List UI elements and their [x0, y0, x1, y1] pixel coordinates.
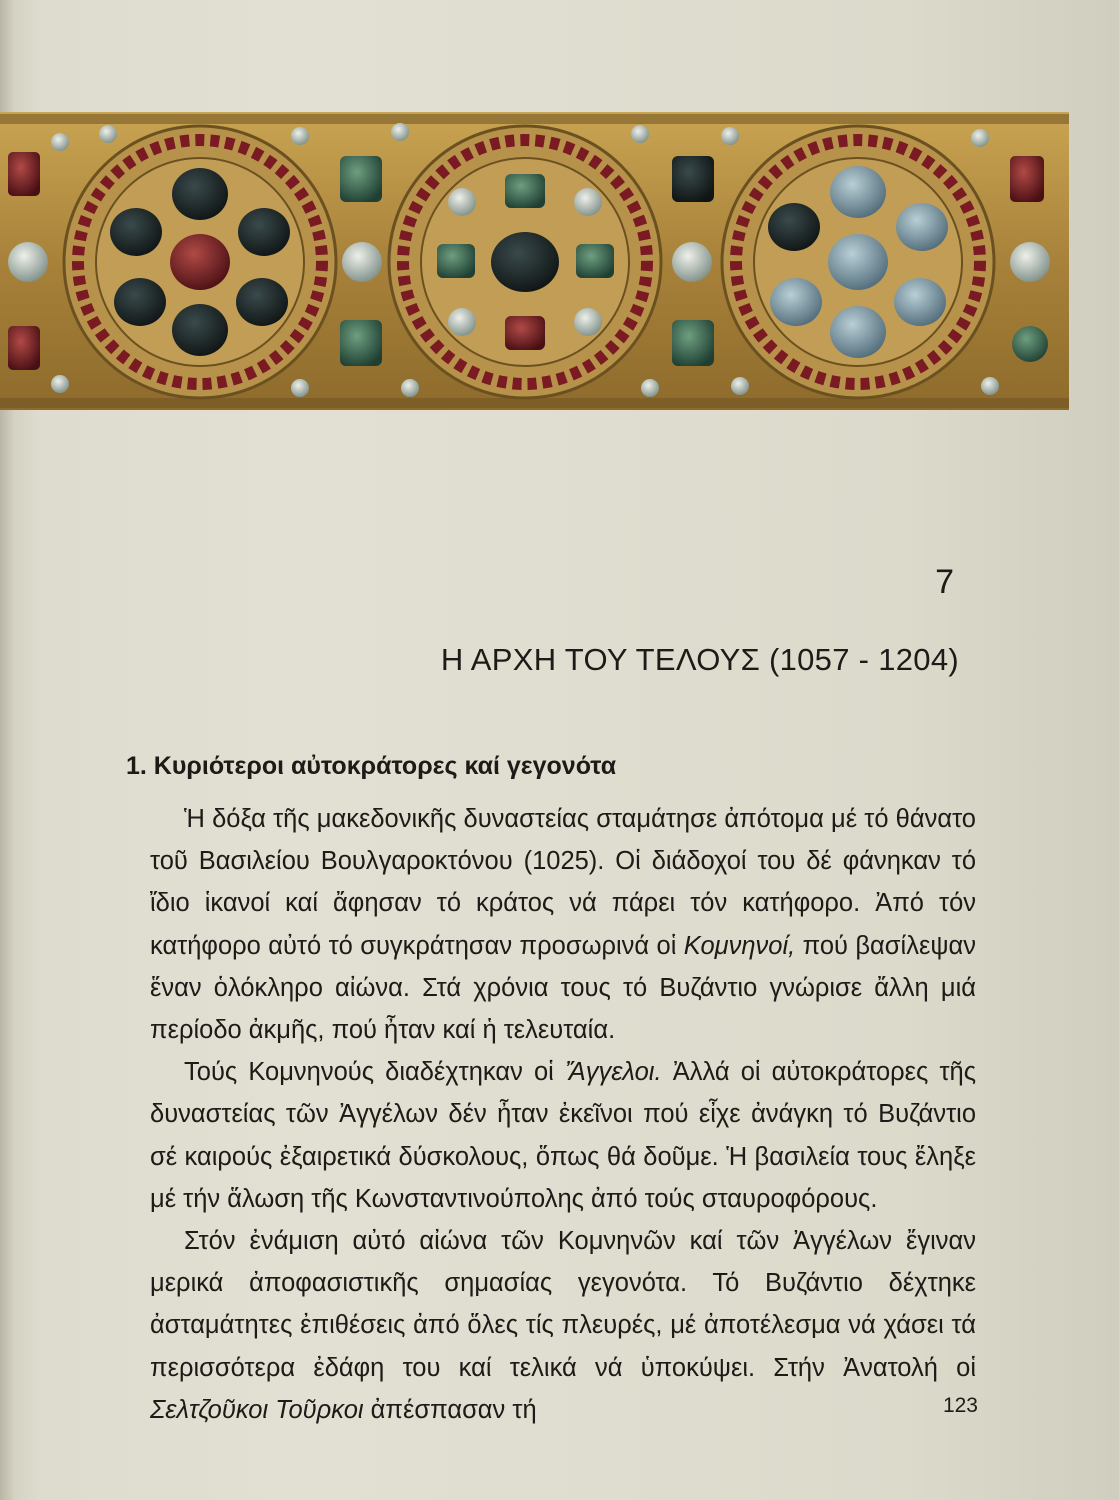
paragraph-text: πού βασίλεψαν ἕναν ὁλόκληρο αἰώνα. Στά χρόνια τους τό Βυζάντιο γνώρισε ἄλλη μιά περίοδο ἀκμῆς, πού ἦταν καί ἡ τελευταία.	[150, 931, 976, 1045]
paragraph	[150, 1051, 976, 1220]
body-text	[150, 798, 976, 1431]
roundel-left	[64, 126, 336, 398]
chapter-number: 7	[935, 563, 954, 601]
roundel-center	[389, 126, 661, 398]
emphasis-text: Σελτζοῦκοι Τοῦρκοι	[150, 1395, 364, 1424]
emphasis-text: Κομνηνοί,	[683, 931, 796, 960]
paragraph	[150, 798, 976, 1051]
section-heading: 1. Κυριότεροι αὐτοκράτορες καί γεγονότα	[126, 752, 617, 780]
paragraph-text: Στόν ἐνάμιση αὐτό αἰώνα τῶν Κομνηνῶν καί τῶν Ἀγγέλων ἔγιναν μερικά ἀποφασιστικῆς σημασίας γεγονότα. Τό Βυζάντιο δέχτηκε ἀσταμάτητες ἐπιθέσεις ἀπό ὅλες τίς πλευρές, μέ ἀποτέλεσμα νά χάσει τά περισσότερα ἐδάφη του καί τελικά νά ὑποκύψει. Στήν Ἀνατολή οἱ	[150, 1227, 976, 1382]
paragraph-text: ἀπέσπασαν τή	[363, 1395, 537, 1424]
emphasis-text: Ἄγγελοι.	[564, 1058, 662, 1087]
jewelled-band-illustration	[0, 112, 1069, 410]
paragraph-text: Ἡ δόξα τῆς μακεδονικῆς δυναστείας σταμάτησε ἀπότομα μέ τό θάνατο τοῦ Βασιλείου Βουλγαροκτόνου (1025). Οἱ διάδοχοί του δέ φάνηκαν τό ἴδιο ἱκανοί καί ἄφησαν τό κράτος νά πάρει τόν κατήφορο. Ἀπό τόν κατήφορο αὐτό τό συγκράτησαν προσωρινά οἱ	[150, 805, 976, 960]
chapter-title: Η ΑΡΧΗ ΤΟΥ ΤΕΛΟΥΣ (1057 - 1204)	[440, 642, 959, 677]
roundel-right	[722, 126, 994, 398]
paragraph-text: Ἀλλά οἱ αὐτοκράτορες τῆς δυναστείας τῶν Ἀγγέλων δέν ἦταν ἐκεῖνοι πού εἶχε ἀνάγκη τό Βυζάντιο σέ καιρούς ἐξαιρετικά δύσκολους, ὅπως θά δοῦμε. Ἡ βασιλεία τους ἔληξε μέ τήν ἅλωση τῆς Κωνσταντινούπολης ἀπό τούς σταυροφόρους.	[150, 1058, 976, 1213]
paragraph	[150, 1220, 976, 1431]
page-number: 123	[942, 1394, 978, 1417]
paragraph-text: Τούς Κομνηνούς διαδέχτηκαν οἱ	[184, 1058, 565, 1087]
